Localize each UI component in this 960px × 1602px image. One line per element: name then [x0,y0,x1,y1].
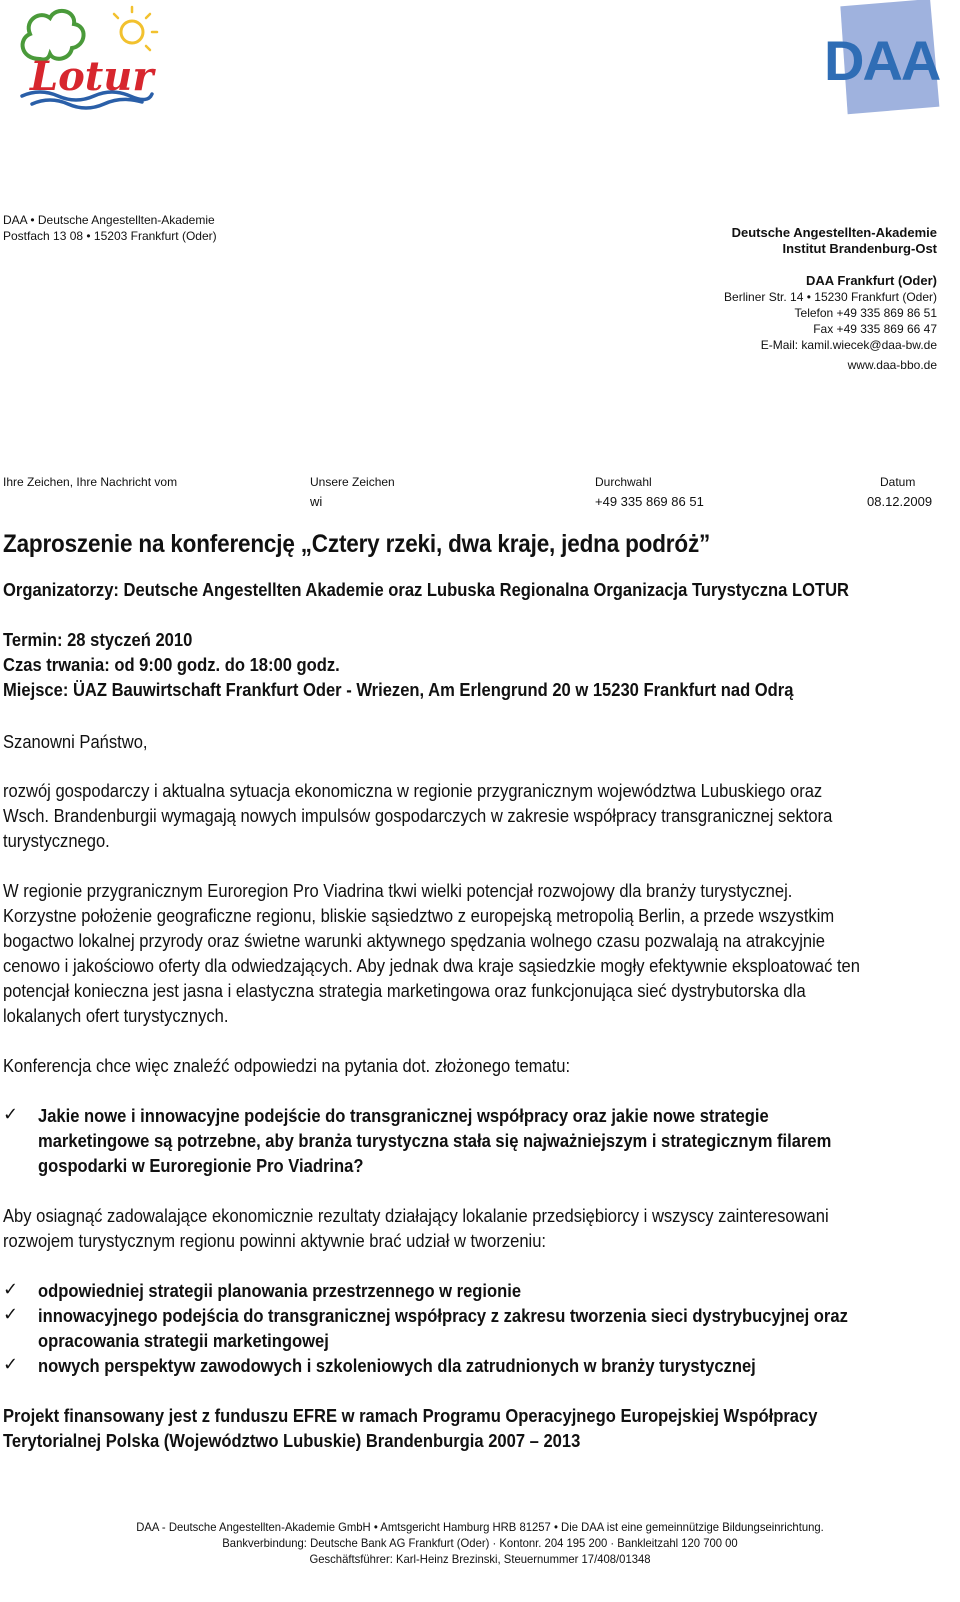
date-value: 08.12.2009 [867,494,933,509]
office-fax: Fax +49 335 869 66 47 [813,322,937,336]
list-item-line: odpowiedniej strategii planowania przestrzennego w regionie [38,1281,522,1301]
key-question [38,1104,831,1179]
list-item [38,1304,848,1354]
list-item-line: innowacyjnego podejścia do transgranicznej współpracy z zakresu tworzenia sieci dystrybucyjnej oraz [38,1306,848,1326]
date-label: Datum [880,475,916,489]
direct-dial-value: +49 335 869 86 51 [595,494,704,509]
checkmark-icon: ✓ [3,1354,19,1374]
office-website-link[interactable]: www.daa-bbo.de [847,358,937,372]
paragraph-line: rozwój gospodarczy i aktualna sytuacja ekonomiczna w regionie przygranicznym województwa Lubuskiego oraz [3,781,823,801]
sender-return-address [3,212,217,244]
footer-line-1: DAA - Deutsche Angestellten-Akademie GmbH • Amtsgericht Hamburg HRB 81257 • Die DAA ist eine gemeinnützige Bildungseinrichtung. [136,1520,824,1534]
sun-icon [114,7,157,50]
paragraph-3: Konferencja chce więc znaleźć odpowiedzi na pytania dot. złożonego tematu: [3,1056,571,1076]
question-line: Jakie nowe i innowacyjne podejście do transgranicznej współpracy oraz jakie nowe strategie [38,1106,769,1126]
funding-note [3,1404,817,1454]
office-email[interactable]: E-Mail: kamil.wiecek@daa-bw.de [760,338,937,352]
office-name: DAA Frankfurt (Oder) [806,273,937,288]
footer-line-3: Geschäftsführer: Karl-Heinz Brezinski, Steuernummer 17/408/01348 [309,1552,651,1566]
paragraph-4 [3,1204,923,1254]
place-line: Miejsce: ÜAZ Bauwirtschaft Frankfurt Oder - Wriezen, Am Erlengrund 20 w 15230 Frankfurt nad Odrą [3,680,794,700]
institution-name: Deutsche Angestellten-Akademie [731,225,937,240]
page-footer [0,1519,960,1567]
our-reference-label: Unsere Zeichen [310,475,395,489]
paragraph-line: potencjał konieczna jest jasna i elastyczna strategia marketingowa oraz funkcjonująca sieć dystrybutorska dla [3,981,806,1001]
salutation: Szanowni Państwo, [3,732,148,752]
list-item [38,1354,756,1379]
footer-line-2: Bankverbindung: Deutsche Bank AG Frankfurt (Oder) · Kontonr. 204 195 200 · Bankleitzahl 120 700 00 [222,1536,738,1550]
paragraph-line: W regionie przygranicznym Euroregion Pro Viadrina tkwi wielki potencjał rozwojowy dla branży turystycznej. [3,881,793,901]
office-address: Berliner Str. 14 • 15230 Frankfurt (Oder) [724,290,937,304]
list-item [38,1279,521,1304]
term-line: Termin: 28 styczeń 2010 [3,630,193,650]
funding-line: Terytorialnej Polska (Województwo Lubuskie) Brandenburgia 2007 – 2013 [3,1431,581,1451]
checkmark-icon: ✓ [3,1304,19,1324]
funding-line: Projekt finansowany jest z funduszu EFRE w ramach Programu Operacyjnego Europejskiej Współpracy [3,1406,818,1426]
paragraph-2 [3,879,923,1029]
sender-line-1: DAA • Deutsche Angestellten-Akademie [3,213,215,227]
paragraph-line: Korzystne położenie geograficzne regionu, bliskie sąsiedztwo z europejską metropolią Berlin, a przede wszystkim [3,906,835,926]
list-item-line: opracowania strategii marketingowej [38,1331,329,1351]
institute-name: Institut Brandenburg-Ost [782,241,937,256]
daa-logo [820,0,950,116]
question-line: gospodarki w Euroregionie Pro Viadrina? [38,1156,364,1176]
paragraph-line: bogactwo lokalnej przyrody oraz świetne warunki aktywnego spędzania wolnego czasu pozwalają na atrakcyjnie [3,931,826,951]
paragraph-line: Wsch. Brandenburgii wymagają nowych impulsów gospodarczych w zakresie współpracy transgranicznej sektora [3,806,833,826]
paragraph-line: turystycznego. [3,831,110,851]
question-line: marketingowe są potrzebne, aby branża turystyczna stała się najważniejszym i strategicznym filarem [38,1131,832,1151]
lotur-logo [10,4,160,112]
checkmark-icon: ✓ [3,1279,19,1299]
list-item-line: nowych perspektyw zawodowych i szkoleniowych dla zatrudnionych w branży turystycznej [38,1356,756,1376]
our-reference-value: wi [310,494,323,509]
office-phone: Telefon +49 335 869 86 51 [794,306,937,320]
document-title: Zaproszenie na konferencję „Cztery rzeki, dwa kraje, jedna podróż” [3,530,711,558]
sender-line-2: Postfach 13 08 • 15203 Frankfurt (Oder) [3,229,217,243]
svg-text:DAA: DAA [824,29,940,92]
paragraph-line: rozwojem turystycznym regionu powinni aktywnie brać udział w tworzeniu: [3,1231,547,1251]
paragraph-1 [3,779,923,854]
office-contact-block [537,273,937,353]
duration-line: Czas trwania: od 9:00 godz. do 18:00 godz. [3,655,340,675]
your-reference-label: Ihre Zeichen, Ihre Nachricht vom [3,475,178,489]
checkmark-icon: ✓ [3,1104,19,1124]
organizers-line: Organizatorzy: Deutsche Angestellten Akademie oraz Lubuska Regionalna Organizacja Turystyczna LOTUR [3,580,849,600]
paragraph-line: Aby osiagnąć zadowalające ekonomicznie rezultaty działający lokalanie przedsiębiorcy i wszyscy zainteresowani [3,1206,829,1226]
paragraph-line: lokalanych ofert turystycznych. [3,1006,229,1026]
direct-dial-label: Durchwahl [595,475,652,489]
paragraph-line: cenowo i jakościowo oferty dla odwiedzających. Aby jednak dwa kraje sąsiedzkie mogły efektywnie eksploatować ten [3,956,860,976]
svg-text:Lotur: Lotur [30,53,154,100]
institution-block [537,225,937,257]
